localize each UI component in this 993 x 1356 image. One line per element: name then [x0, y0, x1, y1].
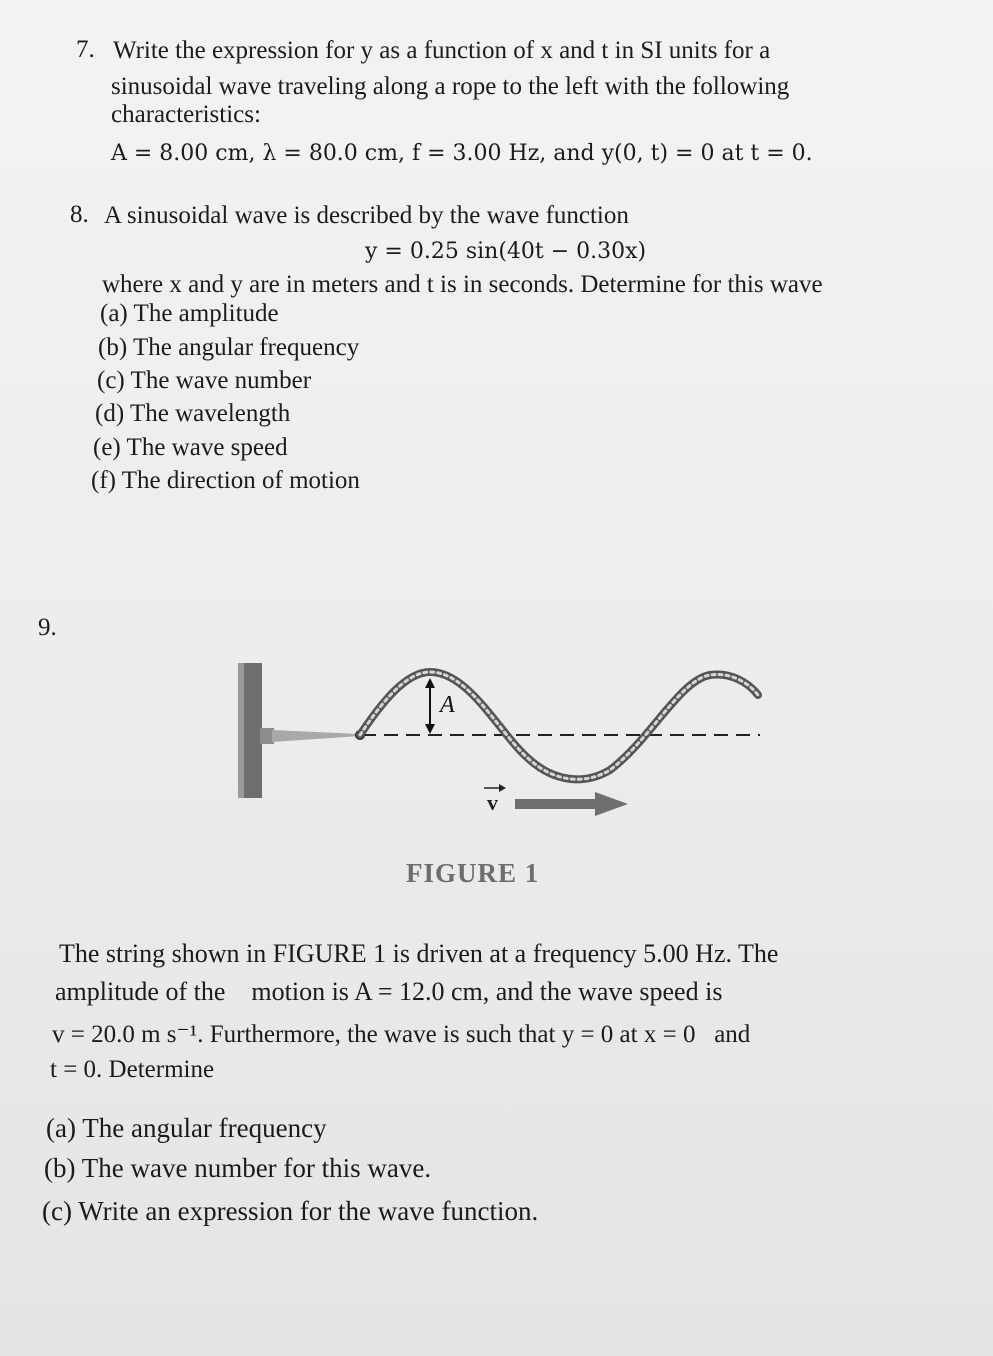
q7-line-1: Write the expression for y as a function of x and t in SI units for a — [113, 37, 771, 64]
velocity-label: v — [487, 790, 498, 815]
q7-line-3: characteristics: — [111, 101, 261, 128]
driver-arm — [272, 730, 360, 742]
q9-part-b: (b) The wave number for this wave. — [44, 1153, 432, 1183]
q9-line-1: The string shown in FIGURE 1 is driven at a frequency 5.00 Hz. The — [59, 939, 779, 968]
q9-line-4: t = 0. Determine — [50, 1056, 215, 1083]
driver-block — [260, 728, 274, 744]
q9-part-c: (c) Write an expression for the wave function. — [42, 1196, 539, 1226]
q7-line-4: A = 8.00 cm, λ = 80.0 cm, f = 3.00 Hz, and y(0, t) = 0 at t = 0. — [111, 141, 813, 166]
q8-line-1: A sinusoidal wave is described by the wave function — [104, 202, 629, 229]
q8-number: 8. — [70, 201, 89, 228]
q8-part-e: (e) The wave speed — [93, 434, 288, 461]
q8-part-d: (d) The wavelength — [95, 400, 291, 427]
rope-wave — [360, 672, 758, 779]
q8-equation: y = 0.25 sin(40t − 0.30x) — [365, 239, 647, 264]
q9-number: 9. — [38, 614, 57, 641]
q8-part-a: (a) The amplitude — [100, 300, 279, 327]
q9-part-a: (a) The angular frequency — [46, 1113, 327, 1143]
velocity-arrow — [515, 799, 597, 809]
q9-line-2: amplitude of the motion is A = 12.0 cm, and the wave speed is — [55, 977, 723, 1006]
q8-part-c: (c) The wave number — [97, 367, 312, 394]
q8-line-2: where x and y are in meters and t is in seconds. Determine for this wave — [102, 271, 823, 298]
q7-number: 7. — [76, 36, 95, 63]
q8-part-f: (f) The direction of motion — [91, 467, 360, 494]
amplitude-label: A — [440, 692, 455, 718]
q9-line-3: v = 20.0 m s⁻¹. Furthermore, the wave is such that y = 0 at x = 0 and — [52, 1021, 751, 1048]
q7-line-2: sinusoidal wave traveling along a rope to the left with the following — [111, 73, 790, 100]
q8-part-b: (b) The angular frequency — [98, 334, 360, 361]
figure-caption: FIGURE 1 — [406, 858, 540, 888]
